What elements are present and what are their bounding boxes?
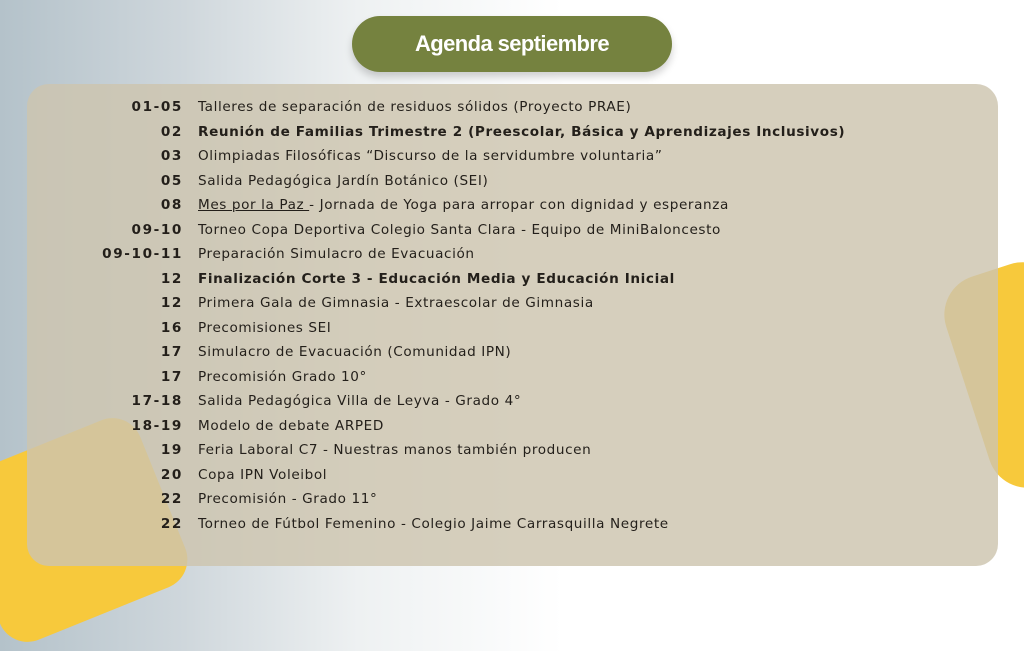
- agenda-date: 16: [160, 319, 183, 336]
- agenda-description: Olimpiadas Filosóficas “Discurso de la servidumbre voluntaria”: [198, 148, 663, 165]
- agenda-description: Copa IPN Voleibol: [198, 466, 328, 483]
- page-title: Agenda septiembre: [415, 31, 609, 56]
- agenda-description: Feria Laboral C7 - Nuestras manos también producen: [198, 442, 592, 459]
- agenda-date: 02: [160, 123, 183, 140]
- agenda-date: 17: [160, 368, 183, 385]
- title-banner: [352, 16, 672, 72]
- agenda-description: Torneo Copa Deportiva Colegio Santa Clara - Equipo de MiniBaloncesto: [198, 221, 721, 238]
- agenda-item: [0, 120, 1024, 145]
- agenda-description: Precomisión Grado 10°: [198, 368, 367, 385]
- agenda-item: [0, 242, 1024, 267]
- agenda-item: [0, 218, 1024, 243]
- agenda-item: [0, 487, 1024, 512]
- agenda-date: 17-18: [131, 393, 183, 410]
- agenda-item: [0, 316, 1024, 341]
- agenda-item: [0, 169, 1024, 194]
- agenda-list: [0, 95, 1024, 536]
- agenda-item: [0, 193, 1024, 218]
- agenda-item: [0, 389, 1024, 414]
- agenda-description: Precomisión - Grado 11°: [198, 491, 378, 508]
- agenda-description: Preparación Simulacro de Evacuación: [198, 246, 475, 263]
- agenda-date: 20: [160, 466, 183, 483]
- agenda-description: Talleres de separación de residuos sólidos (Proyecto PRAE): [198, 99, 632, 116]
- agenda-item: [0, 414, 1024, 439]
- agenda-description: Salida Pedagógica Jardín Botánico (SEI): [198, 172, 489, 189]
- agenda-link[interactable]: Mes por la Paz: [198, 197, 310, 214]
- agenda-description: Modelo de debate ARPED: [198, 417, 384, 434]
- agenda-description: Reunión de Familias Trimestre 2 (Preescolar, Básica y Aprendizajes Inclusivos): [198, 123, 846, 140]
- agenda-item: [0, 463, 1024, 488]
- agenda-item: [0, 95, 1024, 120]
- agenda-description: Simulacro de Evacuación (Comunidad IPN): [198, 344, 512, 361]
- agenda-date: 03: [160, 148, 183, 165]
- agenda-description: [198, 197, 729, 213]
- agenda-date: 22: [160, 491, 183, 508]
- agenda-date: 09-10-11: [102, 246, 183, 263]
- agenda-description: Precomisiones SEI: [198, 319, 332, 336]
- agenda-description: Salida Pedagógica Villa de Leyva - Grado 4°: [198, 393, 522, 410]
- agenda-description: Finalización Corte 3 - Educación Media y Educación Inicial: [198, 270, 675, 287]
- agenda-date: 18-19: [131, 417, 183, 434]
- agenda-date: 12: [160, 270, 183, 287]
- agenda-item: [0, 144, 1024, 169]
- agenda-item: [0, 291, 1024, 316]
- agenda-date: 22: [160, 515, 183, 532]
- agenda-date: 01-05: [131, 99, 183, 116]
- agenda-item: [0, 438, 1024, 463]
- agenda-date: 05: [160, 172, 183, 189]
- agenda-date: 09-10: [131, 221, 183, 238]
- agenda-date: 17: [160, 344, 183, 361]
- agenda-item: [0, 365, 1024, 390]
- agenda-date: 08: [160, 197, 183, 214]
- agenda-item: [0, 340, 1024, 365]
- agenda-date: 12: [160, 295, 183, 312]
- agenda-item: [0, 512, 1024, 537]
- agenda-item: [0, 267, 1024, 292]
- agenda-description-text: - Jornada de Yoga para arropar con dignidad y esperanza: [309, 197, 729, 214]
- agenda-date: 19: [160, 442, 183, 459]
- agenda-description: Torneo de Fútbol Femenino - Colegio Jaime Carrasquilla Negrete: [198, 515, 669, 532]
- agenda-description: Primera Gala de Gimnasia - Extraescolar de Gimnasia: [198, 295, 594, 312]
